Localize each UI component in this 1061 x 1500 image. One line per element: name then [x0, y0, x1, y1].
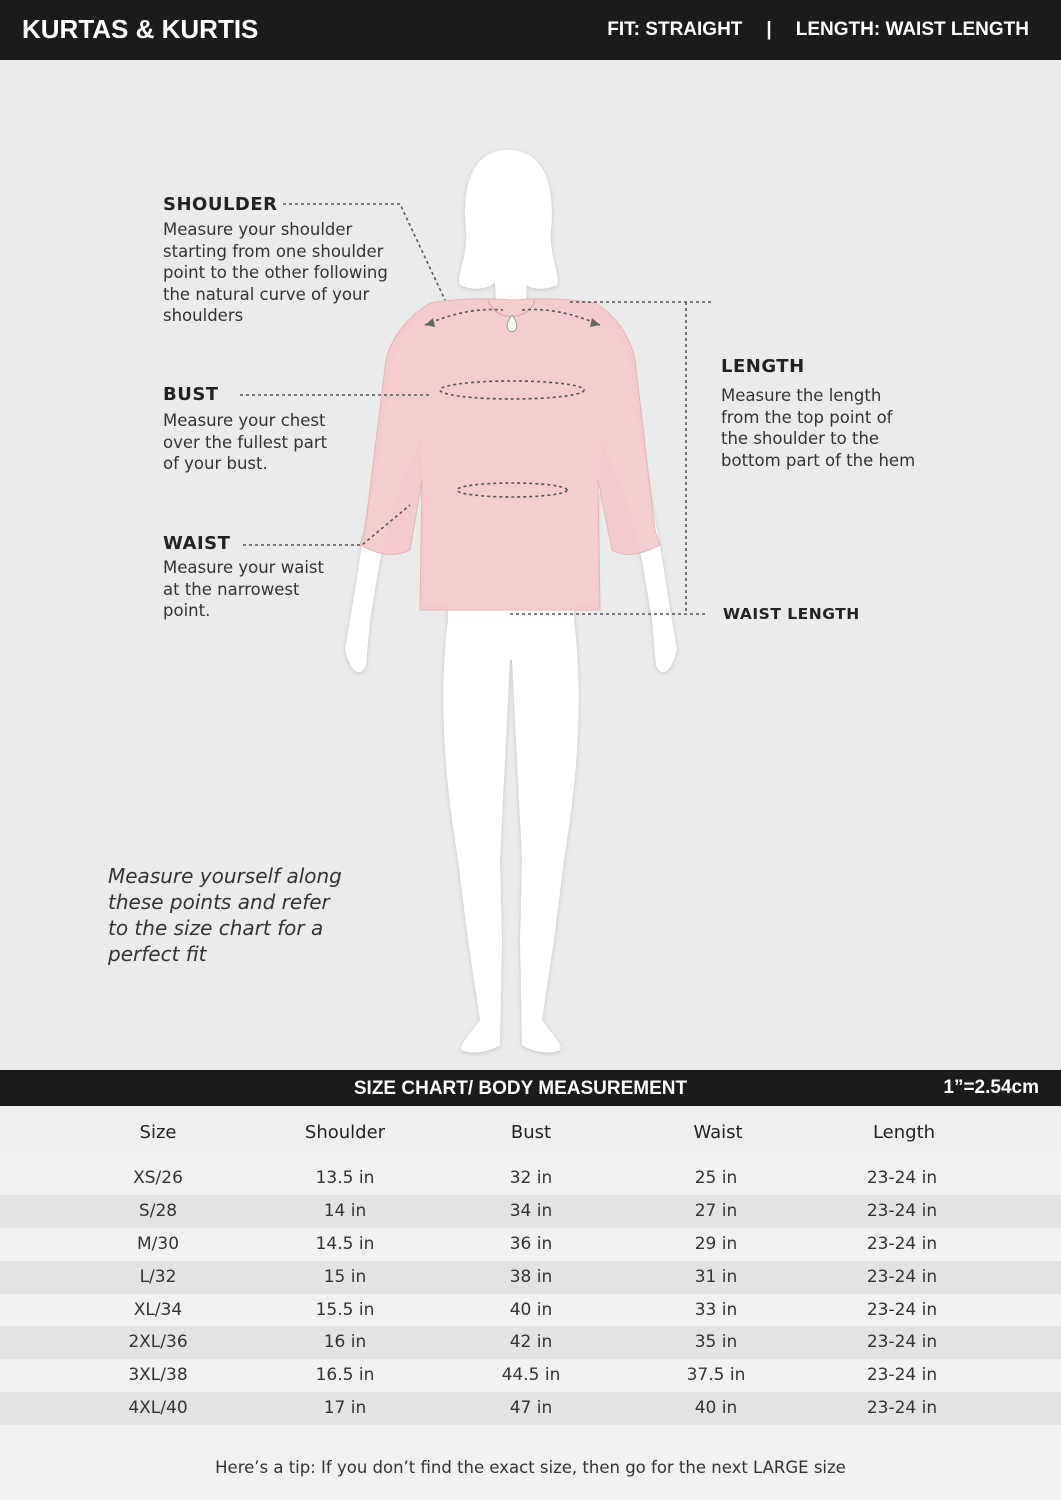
column-header-waist: Waist: [693, 1122, 743, 1143]
size-chart-header: [0, 1070, 1061, 1106]
cell-shoulder: 16.5 in: [315, 1365, 375, 1386]
shoulder-line: starting from one shoulder: [163, 241, 384, 261]
size-table-body: [0, 1162, 1061, 1425]
cell-size: S/28: [138, 1200, 178, 1221]
header-separator: |: [766, 19, 772, 40]
column-header-length: Length: [872, 1122, 936, 1143]
table-row: [0, 1261, 1061, 1294]
table-row: [0, 1326, 1061, 1359]
cell-bust: 40 in: [509, 1299, 553, 1320]
cell-shoulder: 14 in: [323, 1200, 367, 1221]
shoulder-line: the natural curve of your: [163, 284, 370, 304]
table-row: [0, 1359, 1061, 1392]
cell-size: L/32: [139, 1266, 177, 1287]
measure-tip-line: to the size chart for a: [108, 916, 324, 940]
cell-shoulder: 14.5 in: [315, 1233, 375, 1254]
bust-line: of your bust.: [163, 454, 268, 473]
cell-length: 23-24 in: [866, 1398, 938, 1419]
table-row: [0, 1162, 1061, 1195]
table-spacer: [0, 1152, 1061, 1162]
cell-waist: 33 in: [694, 1299, 738, 1320]
cell-waist: 25 in: [694, 1168, 738, 1188]
cell-length: 23-24 in: [866, 1200, 938, 1221]
cell-shoulder: 16 in: [323, 1332, 367, 1353]
cell-length: 23-24 in: [866, 1266, 938, 1287]
waist-heading: WAIST: [163, 533, 231, 554]
cell-size: XS/26: [133, 1168, 183, 1188]
cell-waist: 27 in: [694, 1200, 738, 1221]
measure-tip: [108, 863, 368, 967]
length-line: Measure the length: [721, 386, 882, 405]
table-row: [0, 1195, 1061, 1228]
cell-length: 23-24 in: [866, 1168, 938, 1188]
table-row: [0, 1228, 1061, 1261]
waist-line: Measure your waist: [163, 558, 324, 577]
cell-shoulder: 17 in: [323, 1398, 367, 1419]
cell-bust: 38 in: [509, 1266, 553, 1287]
measure-tip-line: perfect fit: [108, 942, 207, 966]
cell-size: 3XL/38: [128, 1365, 188, 1386]
cell-bust: 42 in: [509, 1332, 553, 1353]
kurta-garment: [360, 299, 660, 610]
shoulder-line: Measure your shoulder: [163, 220, 353, 239]
bust-heading: BUST: [163, 384, 219, 405]
cell-size: XL/34: [133, 1299, 183, 1320]
cell-waist: 35 in: [694, 1332, 738, 1353]
cell-shoulder: 15.5 in: [315, 1299, 375, 1320]
table-row: [0, 1392, 1061, 1425]
cell-bust: 47 in: [509, 1398, 553, 1419]
size-chart-title: SIZE CHART/ BODY MEASUREMENT: [353, 1078, 688, 1099]
unit-conversion: 1”=2.54cm: [943, 1077, 1039, 1098]
page-title: KURTAS & KURTIS: [22, 14, 259, 44]
cell-bust: 34 in: [509, 1200, 553, 1221]
cell-waist: 29 in: [694, 1233, 738, 1254]
measurement-guide: [0, 60, 1061, 1070]
cell-length: 23-24 in: [866, 1233, 938, 1254]
cell-length: 23-24 in: [866, 1299, 938, 1320]
size-table-header: [0, 1106, 1061, 1153]
cell-waist: 37.5 in: [686, 1365, 746, 1386]
column-header-bust: Bust: [510, 1122, 552, 1143]
bust-line: over the fullest part: [163, 432, 328, 452]
waist-line: at the narrowest: [163, 579, 300, 599]
measure-tip-line: these points and refer: [108, 890, 330, 914]
cell-length: 23-24 in: [866, 1332, 938, 1353]
cell-waist: 40 in: [694, 1398, 738, 1419]
waist-line: point.: [163, 601, 211, 620]
shoulder-line: point to the other following: [163, 263, 388, 282]
column-header-size: Size: [139, 1122, 177, 1143]
cell-size: M/30: [136, 1233, 180, 1254]
length-line: the shoulder to the: [721, 429, 880, 448]
size-tip: Here’s a tip: If you don’t find the exact size, then go for the next LARGE size: [215, 1458, 846, 1477]
bust-description: [163, 410, 327, 475]
shoulder-description: [163, 219, 388, 327]
cell-size: 2XL/36: [128, 1332, 188, 1353]
cell-size: 4XL/40: [128, 1398, 188, 1419]
measure-tip-line: Measure yourself along: [108, 864, 342, 888]
cell-bust: 36 in: [509, 1233, 553, 1254]
waist-description: [163, 557, 324, 622]
column-header-shoulder: Shoulder: [304, 1122, 386, 1143]
length-label: LENGTH: WAIST LENGTH: [795, 19, 1029, 40]
fit-length-info: [607, 19, 1029, 41]
cell-bust: 44.5 in: [501, 1365, 561, 1386]
cell-bust: 32 in: [509, 1168, 553, 1188]
fit-label: FIT: STRAIGHT: [607, 19, 743, 40]
bust-line: Measure your chest: [163, 411, 326, 430]
shoulder-line: shoulders: [163, 306, 244, 325]
length-line: from the top point of: [721, 407, 893, 427]
waist-length-marker: WAIST LENGTH: [723, 605, 860, 623]
cell-shoulder: 15 in: [323, 1266, 367, 1287]
shoulder-heading: SHOULDER: [163, 194, 278, 215]
cell-waist: 31 in: [694, 1266, 738, 1287]
length-heading: LENGTH: [721, 356, 805, 377]
table-row: [0, 1294, 1061, 1327]
length-line: bottom part of the hem: [721, 450, 916, 470]
cell-shoulder: 13.5 in: [315, 1168, 375, 1188]
length-description: [721, 385, 915, 471]
cell-length: 23-24 in: [866, 1365, 938, 1386]
header-bar: [0, 0, 1061, 60]
